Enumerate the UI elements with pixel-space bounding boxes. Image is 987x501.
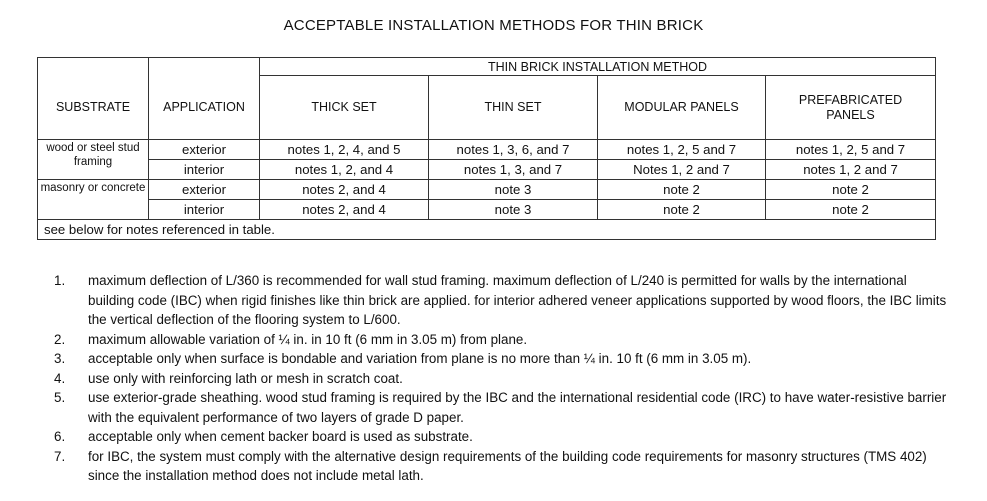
note-text: acceptable only when surface is bondable and variation from plane is no more than ¼ in. 10 ft (6 mm in 3.05 m). [88, 351, 752, 366]
note-text: maximum deflection of L/360 is recommended for wall stud framing. maximum deflection of L/240 is permitted for walls by the international building code (IBC) when rigid finishes like thin brick are applied. for interior adhered veneer applications supported by wood floors, the IBC limits the vertical deflection of the flooring system to L/600. [88, 273, 947, 327]
note-text: use only with reinforcing lath or mesh in scratch coat. [88, 370, 403, 386]
thin-set-cell: note 3 [429, 200, 598, 220]
substrate-wood-steel: wood or steel stud framing [38, 140, 149, 180]
note-text: acceptable only when cement backer board is used as substrate. [88, 429, 473, 444]
application-cell: exterior [149, 180, 260, 200]
note-item [54, 330, 954, 350]
thick-set-cell: notes 2, and 4 [260, 200, 429, 220]
notes-list [54, 271, 954, 486]
note-number: 1. [54, 273, 66, 288]
note-text: for IBC, the system must comply with the alternative design requirements of the building code requirements for masonry structures (TMS 402) since the installation method does not include metal lath. [88, 448, 927, 483]
header-thick-set: THICK SET [260, 76, 429, 140]
application-cell: interior [149, 200, 260, 220]
header-prefabricated-panels: PREFABRICATED PANELS [766, 76, 936, 140]
thick-set-cell: notes 2, and 4 [260, 180, 429, 200]
thin-set-cell: note 3 [429, 180, 598, 200]
note-number: 2. [54, 331, 66, 347]
modular-panels-cell: note 2 [598, 180, 766, 200]
table-row [38, 200, 936, 220]
thin-set-cell: notes 1, 3, and 7 [429, 160, 598, 180]
prefabricated-panels-cell: note 2 [766, 200, 936, 220]
note-item [54, 427, 954, 447]
page-title: ACCEPTABLE INSTALLATION METHODS FOR THIN BRICK [283, 17, 704, 34]
prefabricated-panels-cell: notes 1, 2 and 7 [766, 160, 936, 180]
table-header-row [38, 76, 936, 140]
table-row [38, 160, 936, 180]
substrate-masonry-concrete: masonry or concrete [38, 180, 149, 220]
application-cell: exterior [149, 140, 260, 160]
note-number: 6. [54, 429, 66, 444]
thick-set-cell: notes 1, 2, 4, and 5 [260, 140, 429, 160]
thick-set-cell: notes 1, 2, and 4 [260, 160, 429, 180]
table-row [38, 140, 936, 160]
modular-panels-cell: note 2 [598, 200, 766, 220]
table-row [38, 180, 936, 200]
table-footer-note: see below for notes referenced in table. [38, 220, 936, 240]
application-cell: interior [149, 160, 260, 180]
note-text: maximum allowable variation of ¼ in. in 10 ft (6 mm in 3.05 m) from plane. [88, 331, 528, 347]
blank-header-cell [149, 58, 260, 76]
note-item [54, 271, 954, 330]
modular-panels-cell: notes 1, 2, 5 and 7 [598, 140, 766, 160]
modular-panels-cell: Notes 1, 2 and 7 [598, 160, 766, 180]
note-item [54, 349, 954, 369]
prefabricated-panels-cell: notes 1, 2, 5 and 7 [766, 140, 936, 160]
note-number: 3. [54, 351, 66, 366]
installation-methods-table [37, 57, 936, 240]
note-number: 4. [54, 370, 66, 386]
header-modular-panels: MODULAR PANELS [598, 76, 766, 140]
header-substrate: SUBSTRATE [38, 76, 149, 140]
table-group-header-row [38, 58, 936, 76]
blank-header-cell [38, 58, 149, 76]
note-item [54, 369, 954, 389]
note-item [54, 447, 954, 486]
note-item [54, 388, 954, 427]
header-application: APPLICATION [149, 76, 260, 140]
group-header-installation-method: THIN BRICK INSTALLATION METHOD [260, 58, 936, 76]
note-text: use exterior-grade sheathing. wood stud framing is required by the IBC and the international residential code (IRC) to have water-resistive barrier with the equivalent performance of two layers of grade D paper. [88, 390, 947, 425]
table-footer-row [38, 220, 936, 240]
header-thin-set: THIN SET [429, 76, 598, 140]
note-number: 7. [54, 448, 66, 464]
prefabricated-panels-cell: note 2 [766, 180, 936, 200]
thin-set-cell: notes 1, 3, 6, and 7 [429, 140, 598, 160]
note-number: 5. [54, 390, 66, 405]
